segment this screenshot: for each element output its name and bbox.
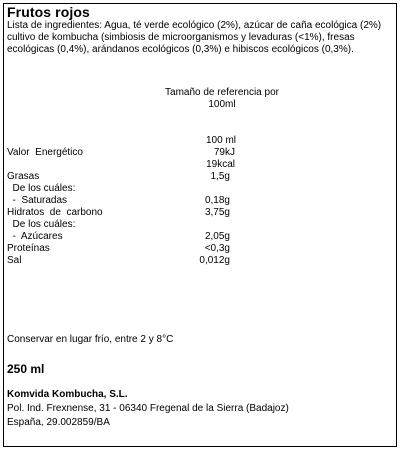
nutrient-value: 1,5g bbox=[210, 171, 230, 182]
nutrient-label: - Saturadas bbox=[7, 195, 68, 206]
nutrient-value: 0,18g bbox=[204, 195, 230, 206]
reference-size-line2: 100ml bbox=[208, 99, 236, 111]
table-row bbox=[0, 231, 400, 243]
nutrient-label: De los cuáles: bbox=[7, 183, 76, 194]
table-row bbox=[0, 159, 400, 171]
nutrient-value: 0,012g bbox=[199, 255, 230, 266]
product-title: Frutos rojos bbox=[7, 4, 90, 20]
table-row bbox=[0, 195, 400, 207]
reference-size-line1: Tamaño de referencia por bbox=[165, 87, 279, 98]
table-row bbox=[0, 183, 400, 195]
nutrient-label: Valor Energético bbox=[7, 147, 83, 158]
nutrient-value: 79kJ bbox=[213, 147, 235, 158]
storage-instructions: Conservar en lugar frío, entre 2 y 8°C bbox=[7, 334, 174, 345]
nutrient-label: Sal bbox=[7, 255, 22, 266]
nutrient-label: Hidratos de carbono bbox=[7, 207, 103, 218]
nutrition-column-header: 100 ml bbox=[206, 135, 237, 146]
table-row bbox=[0, 255, 400, 267]
table-row bbox=[0, 207, 400, 219]
nutrient-value: <0,3g bbox=[204, 243, 230, 254]
nutrient-label: De los cuáles: bbox=[7, 219, 76, 230]
nutrient-label: Grasas bbox=[7, 171, 40, 182]
company-address-line1: Pol. Ind. Frexnense, 31 - 06340 Fregenal de la Sierra (Badajoz) bbox=[7, 403, 289, 414]
table-row bbox=[0, 147, 400, 159]
table-row bbox=[0, 243, 400, 255]
nutrient-label: Proteínas bbox=[7, 243, 50, 254]
table-row bbox=[0, 171, 400, 183]
volume: 250 ml bbox=[7, 362, 45, 376]
nutrient-value: 2,05g bbox=[204, 231, 230, 242]
ingredients-list: Lista de ingredientes: Agua, té verde ecológico (2%), azúcar de caña ecológica (2%) cultivo de kombucha (simbiosis de microorganismos y levaduras (<1%), fresas ecológicas (0,4%), arándanos ecológicos (0,3%) e hibiscos ecológicos (0,3%). bbox=[7, 20, 382, 56]
nutrient-value: 19kcal bbox=[206, 159, 235, 170]
nutrient-value: 3,75g bbox=[204, 207, 230, 218]
reference-size bbox=[160, 87, 284, 111]
table-row bbox=[0, 219, 400, 231]
company-address-line2: España, 29.002859/BA bbox=[7, 417, 110, 428]
company-name: Komvida Kombucha, S.L. bbox=[7, 389, 128, 400]
nutrient-label: - Azúcares bbox=[7, 231, 63, 242]
